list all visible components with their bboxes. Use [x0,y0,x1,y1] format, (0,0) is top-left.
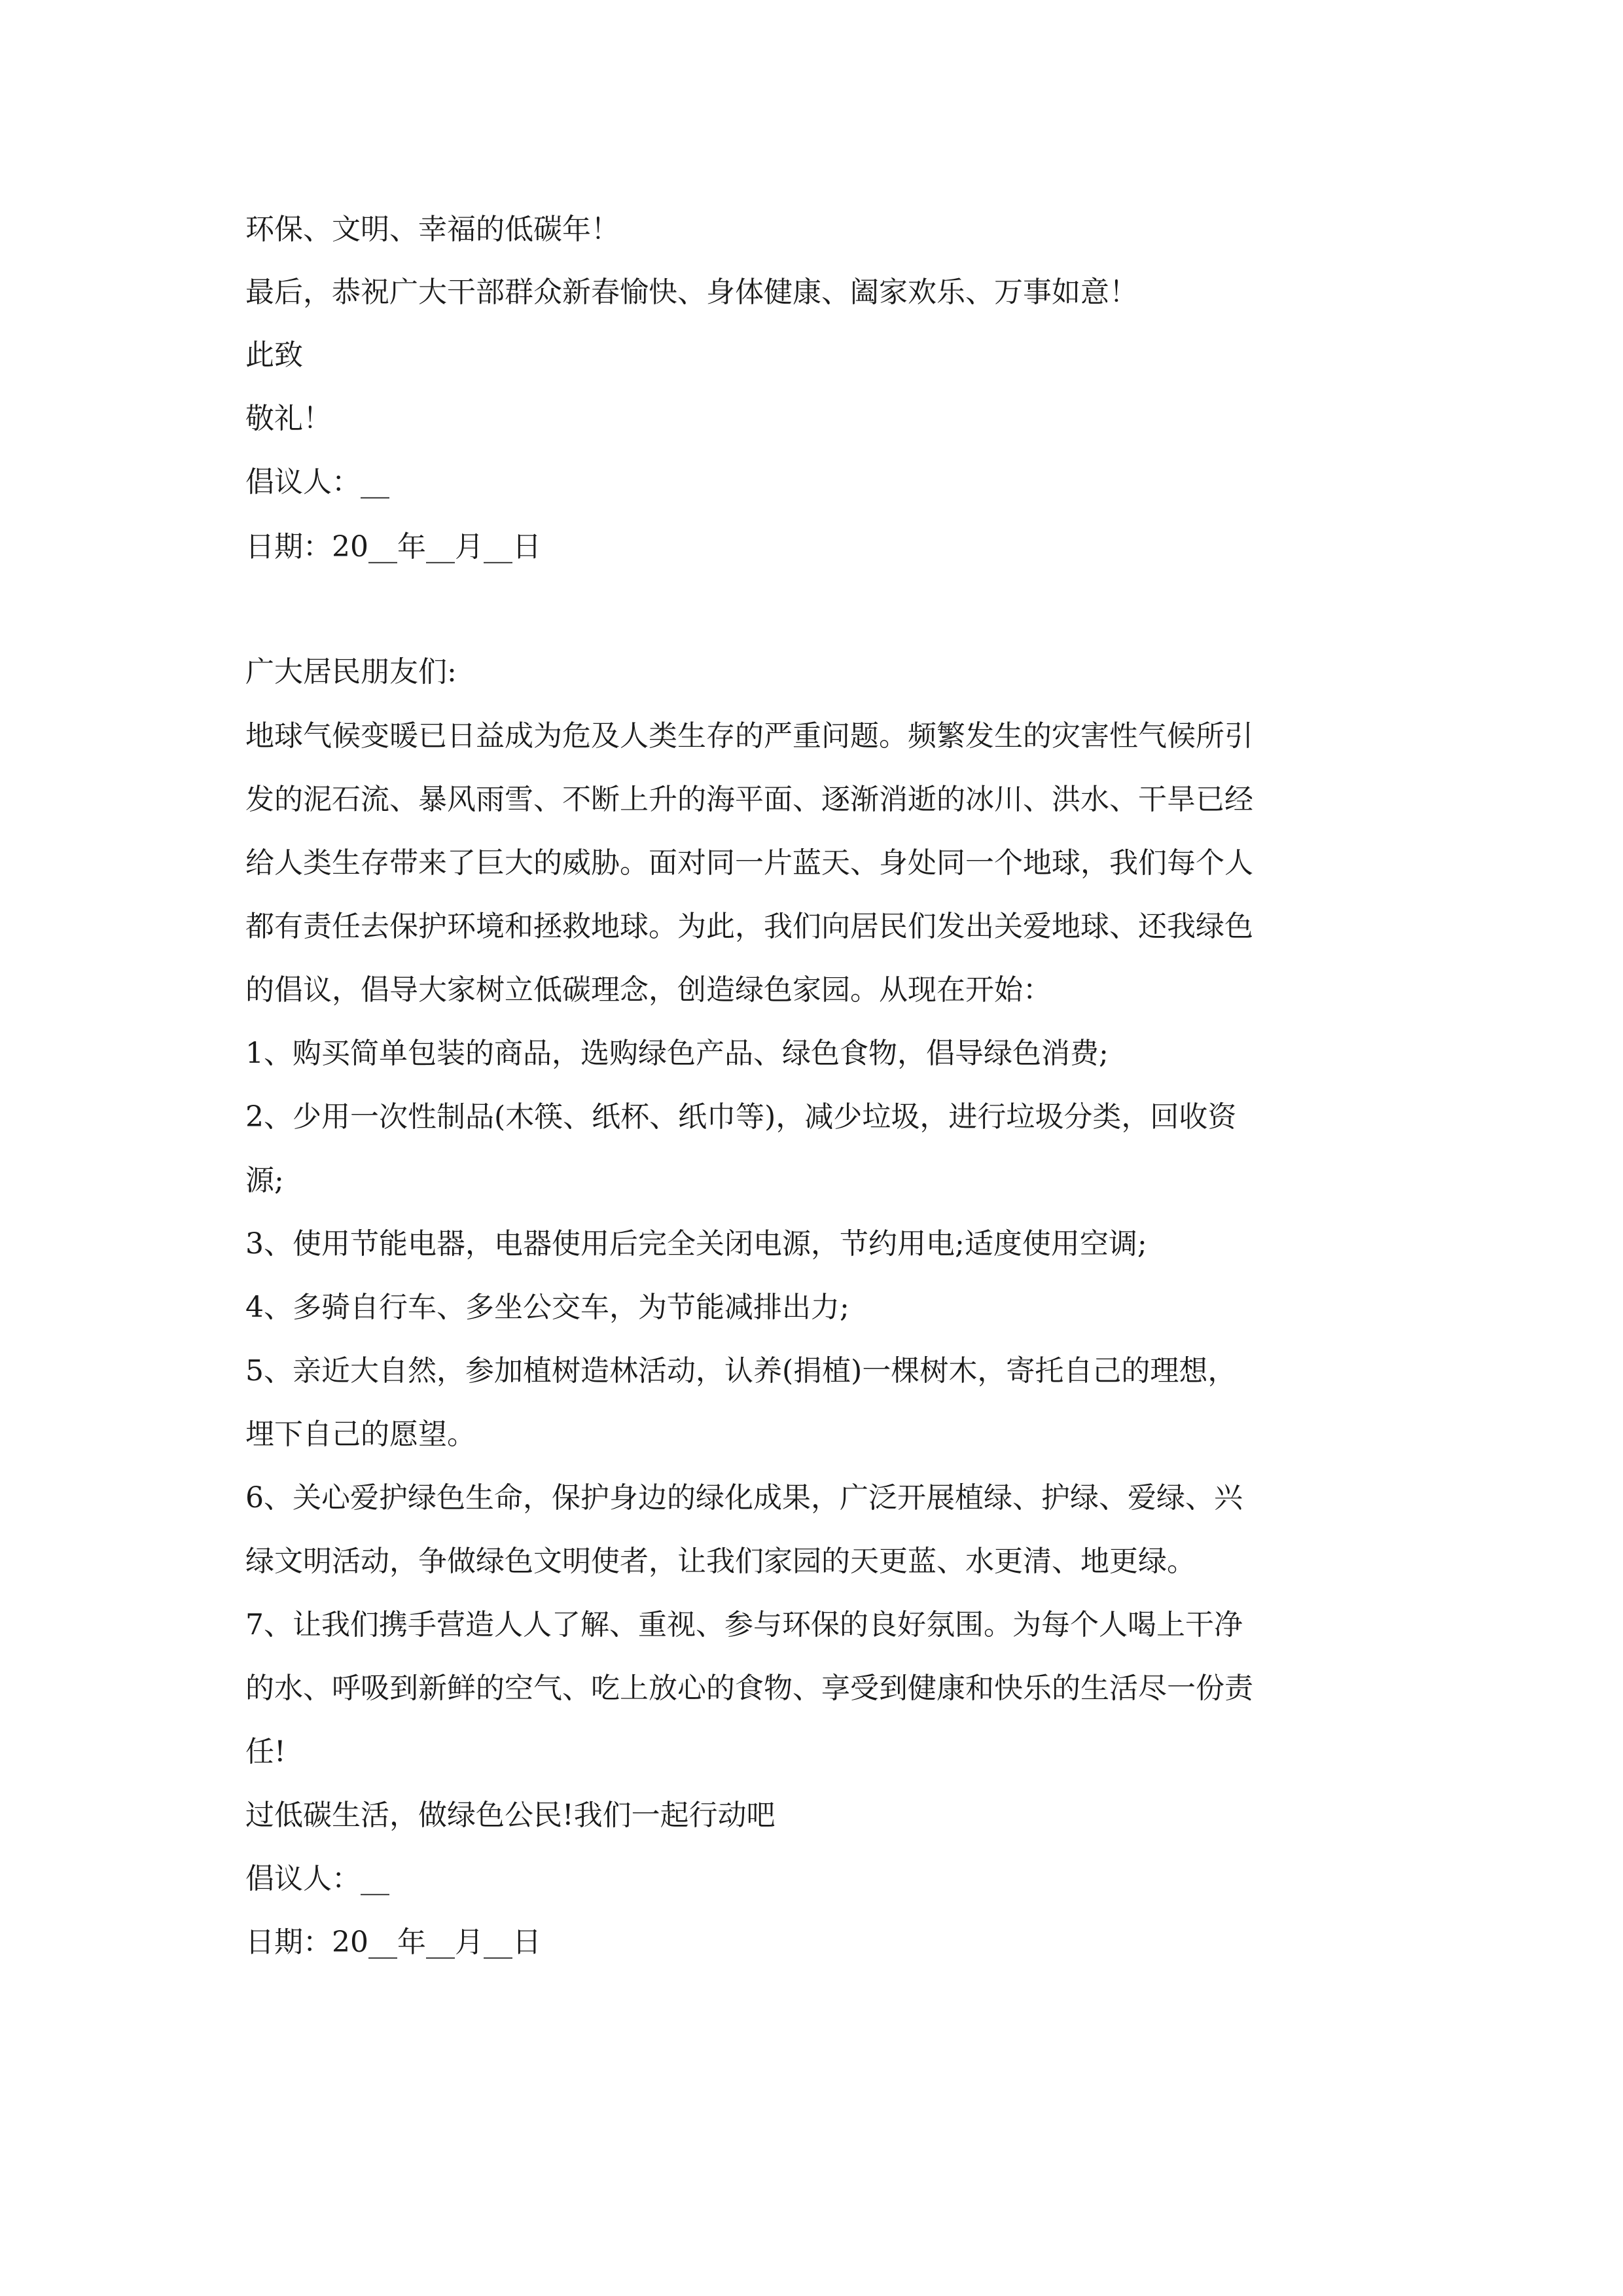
text-line: 环保、文明、幸福的低碳年！ [245,213,620,246]
text-line: 最后，恭祝广大干部群众新春愉快、身体健康、阖家欢乐、万事如意！ [245,276,1138,309]
list-item: 2、少用一次性制品(木筷、纸杯、纸巾等)，减少垃圾，进行垃圾分类，回收资 [245,1100,1237,1134]
paragraph-line: 都有责任去保护环境和拯救地球。为此，我们向居民们发出关爱地球、还我绿色 [245,910,1253,943]
list-item: 4、多骑自行车、多坐公交车，为节能减排出力; [245,1291,849,1324]
list-item: 源; [245,1164,284,1197]
closing-line: 此致 [245,338,303,372]
paragraph-line: 的倡议，倡导大家树立低碳理念，创造绿色家园。从现在开始： [245,973,1052,1007]
paragraph-line: 发的泥石流、暴风雨雪、不断上升的海平面、逐渐消逝的冰川、洪水、干旱已经 [245,783,1253,816]
list-item: 6、关心爱护绿色生命，保护身边的绿化成果，广泛开展植绿、护绿、爱绿、兴 [245,1481,1243,1515]
slogan-line: 过低碳生活，做绿色公民!我们一起行动吧 [245,1799,776,1832]
paragraph-line: 地球气候变暖已日益成为危及人类生存的严重问题。频繁发生的灾害性气候所引 [245,719,1253,753]
proposer-line: 倡议人：__ [245,1862,389,1895]
proposer-line: 倡议人：__ [245,465,389,499]
closing-line: 敬礼！ [245,402,332,435]
date-line: 日期：20__年__月__日 [245,530,541,564]
list-item: 1、购买简单包装的商品，选购绿色产品、绿色食物，倡导绿色消费; [245,1037,1109,1070]
list-item: 任! [245,1735,286,1768]
list-item: 3、使用节能电器，电器使用后完全关闭电源，节约用电;适度使用空调; [245,1227,1147,1261]
list-item: 埋下自己的愿望。 [245,1418,476,1451]
list-item: 绿文明活动，争做绿色文明使者，让我们家园的天更蓝、水更清、地更绿。 [245,1545,1196,1578]
greeting-line: 广大居民朋友们: [245,655,457,689]
paragraph-line: 给人类生存带来了巨大的威胁。面对同一片蓝天、身处同一个地球，我们每个人 [245,846,1253,880]
list-item: 的水、呼吸到新鲜的空气、吃上放心的食物、享受到健康和快乐的生活尽一份责 [245,1672,1253,1705]
list-item: 5、亲近大自然，参加植树造林活动，认养(捐植)一棵树木，寄托自己的理想， [245,1354,1237,1388]
list-item: 7、让我们携手营造人人了解、重视、参与环保的良好氛围。为每个人喝上干净 [245,1608,1243,1641]
date-line: 日期：20__年__月__日 [245,1926,541,1959]
